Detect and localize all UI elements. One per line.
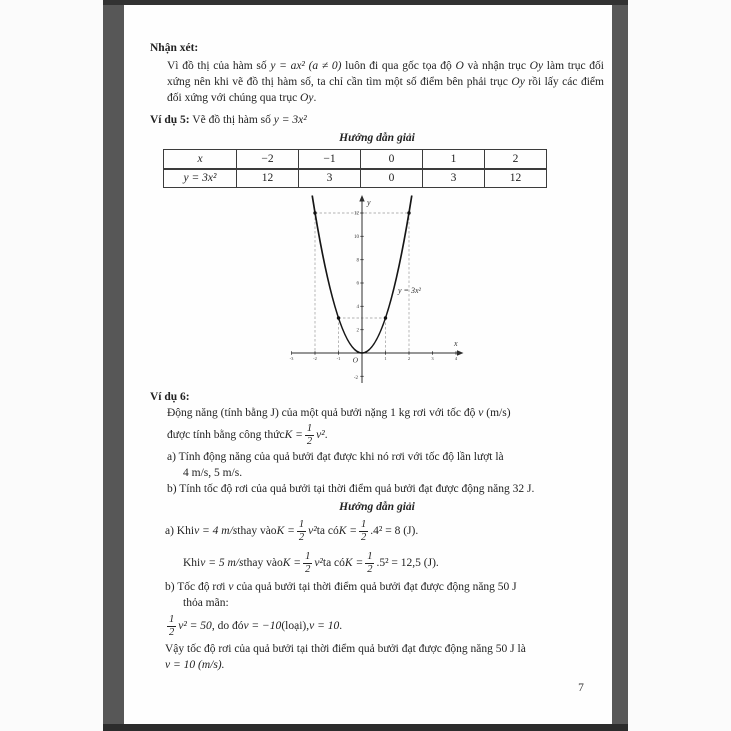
value-table (163, 149, 547, 188)
item-a-line2: 4 m/s, 5 m/s. (183, 467, 243, 479)
symbol-v: v (228, 581, 234, 593)
photo-edge-left (103, 0, 124, 731)
fraction-numerator: 1 (169, 614, 175, 626)
table-cell: −2 (237, 150, 299, 169)
table-cell: 3 (299, 169, 361, 188)
sol-text: thay vào (237, 525, 277, 537)
svg-text:4: 4 (454, 356, 458, 361)
fraction-numerator: 1 (305, 551, 311, 563)
svg-text:12: 12 (354, 211, 359, 217)
v-squared: v² (308, 525, 317, 537)
sol-text: ta có (316, 525, 339, 537)
solution-b-line1 (150, 579, 604, 595)
v-pos-solution: v = 10 (309, 620, 340, 632)
sol-text: b) Tốc độ rơi (165, 581, 229, 593)
solution-guide-heading2: Hướng dẫn giải (339, 501, 415, 513)
fraction-half (359, 519, 368, 542)
note-text: . (313, 92, 317, 104)
fraction-numerator: 1 (306, 423, 313, 435)
page-number: 7 (578, 682, 584, 694)
fraction-numerator: 1 (367, 551, 373, 563)
table-cell: 1 (423, 150, 485, 169)
formula-ax2: y = ax² (a ≠ 0) (270, 60, 342, 72)
example5-text: Vẽ đồ thị hàm số (189, 114, 274, 126)
sol-text: , do đó (211, 620, 244, 632)
note-text: luôn đi qua gốc tọa độ (341, 60, 456, 72)
origin-label: O (352, 355, 358, 365)
solution-a-line2 (150, 547, 604, 579)
curve-equation-label: y = 3x² (398, 286, 421, 295)
sol-text: (loại), (281, 620, 310, 632)
table-row-y (164, 169, 547, 188)
example5-line (150, 112, 604, 128)
svg-text:6: 6 (356, 281, 359, 287)
v-squared: v² (314, 557, 323, 569)
svg-text:1: 1 (384, 356, 387, 361)
note-text: làm trục đối xứng nên khi vẽ đồ thị hàm số, ta chỉ cần tìm một số điểm bên phải trục (167, 60, 604, 88)
result-text: .4² = 8 (J). (370, 525, 419, 537)
k-equals: K = (284, 429, 303, 441)
sol-text: a) Khi (165, 525, 195, 537)
note-text: và nhận trục (463, 60, 530, 72)
fraction-half (305, 423, 314, 446)
item-b-line: b) Tính tốc độ rơi của quả bưởi tại thời điểm quả bưởi đạt được động năng 32 J. (167, 483, 535, 495)
svg-text:10: 10 (354, 235, 359, 240)
table-cell: 12 (485, 169, 547, 188)
k-equals: K = (338, 525, 358, 537)
formula-3x2: y = 3x² (273, 114, 307, 126)
fraction-half (297, 519, 306, 542)
example6-intro (150, 405, 604, 421)
x-axis-arrow (457, 350, 464, 355)
fraction-denominator: 2 (298, 531, 305, 543)
intro-text: Động năng (tính bằng J) của một quả bưởi nặng 1 kg rơi với tốc độ (167, 407, 479, 419)
note-paragraph (150, 58, 604, 106)
note-heading: Nhận xét: (150, 42, 199, 54)
parabola-graph-svg (287, 195, 465, 387)
v-neg-solution: v = −10 (243, 620, 282, 632)
k-equals: K = (282, 557, 302, 569)
x-tick-labels (290, 356, 458, 361)
table-cell: 12 (237, 169, 299, 188)
v-squared-eq: v² = 50 (178, 620, 212, 632)
svg-text:2: 2 (356, 328, 359, 334)
fraction-numerator: 1 (298, 519, 305, 531)
sol-text: Khi (183, 557, 201, 569)
svg-text:8: 8 (356, 258, 359, 264)
symbol-Oy: Oy (529, 60, 544, 72)
dot: . (339, 620, 343, 632)
conclusion-line2: v = 10 (m/s). (165, 659, 225, 671)
symbol-Oy: Oy (300, 92, 314, 104)
svg-text:3: 3 (431, 356, 434, 361)
conclusion-line1: Vậy tốc độ rơi của quả bưởi tại thời điểm quả bưởi đạt được động năng 50 J là (165, 643, 526, 655)
svg-text:4: 4 (356, 305, 359, 310)
dot: . (324, 429, 328, 441)
y-axis-arrow (359, 195, 364, 202)
solution-b-equation (150, 611, 604, 641)
table-cell-y3x2: y = 3x² (164, 169, 237, 188)
parabola-figure (287, 195, 465, 387)
v-squared: v² (316, 429, 325, 441)
table-cell: 2 (485, 150, 547, 169)
intro-text: (m/s) (483, 407, 511, 419)
photo-edge-bottom (103, 724, 628, 731)
svg-text:-3: -3 (289, 356, 294, 361)
fraction-numerator: 1 (361, 519, 367, 531)
sol-text: của quả bưởi tại thời điểm quả bưởi đạt được động năng 50 J (233, 581, 517, 593)
y-tick-labels (354, 212, 360, 334)
sol-text: ta có (322, 557, 345, 569)
table-cell: 0 (361, 169, 423, 188)
tick-marks (289, 213, 457, 376)
table-row-x (164, 150, 547, 169)
table-cell: 0 (361, 150, 423, 169)
example5-label: Ví dụ 5: (150, 114, 190, 126)
table-cell: −1 (299, 150, 361, 169)
fraction-denominator: 2 (306, 435, 313, 447)
note-text: Vì đồ thị của hàm số (167, 60, 271, 72)
svg-text:-2: -2 (313, 356, 317, 361)
x-axis-label: x (454, 339, 458, 348)
document-page (124, 5, 612, 724)
fraction-half (303, 551, 312, 574)
fraction-half (365, 551, 374, 574)
symbol-Oy: Oy (511, 76, 525, 88)
fraction-denominator: 2 (169, 626, 175, 638)
solution-a-line1 (150, 515, 604, 547)
k-equals: K = (344, 557, 364, 569)
example6-heading: Ví dụ 6: (150, 391, 190, 403)
v-value: v = 5 m/s (200, 557, 244, 569)
k-equals: K = (276, 525, 295, 537)
svg-text:2: 2 (407, 356, 411, 361)
result-text: .5² = 12,5 (J). (376, 557, 439, 569)
example6-formula-line (150, 421, 604, 449)
sol-text: thay vào (243, 557, 283, 569)
fraction-denominator: 2 (361, 531, 367, 543)
symbol-O: O (455, 60, 464, 72)
y-axis-label: y (367, 198, 371, 207)
solution-b-line2: thỏa mãn: (183, 597, 229, 609)
fraction-denominator: 2 (305, 563, 311, 575)
fraction-denominator: 2 (367, 563, 373, 575)
note-text: rồi lấy các điểm đối xứng với chúng qua trục (167, 76, 604, 104)
neg-y-tick-label: -2 (353, 376, 358, 381)
page-content (150, 40, 604, 673)
photo-edge-right (612, 0, 628, 731)
svg-text:-1: -1 (336, 356, 341, 361)
solution-guide-heading: Hướng dẫn giải (339, 132, 415, 144)
table-cell: 3 (423, 169, 485, 188)
table-cell-x: x (164, 150, 237, 169)
item-a-line1: a) Tính động năng của quả bưởi đạt được khi nó rơi với tốc độ lần lượt là (167, 451, 504, 463)
fraction-half (167, 614, 176, 637)
v-value: v = 4 m/s (194, 525, 238, 537)
intro2-text: được tính bằng công thức (167, 429, 285, 441)
symbol-v: v (478, 407, 484, 419)
